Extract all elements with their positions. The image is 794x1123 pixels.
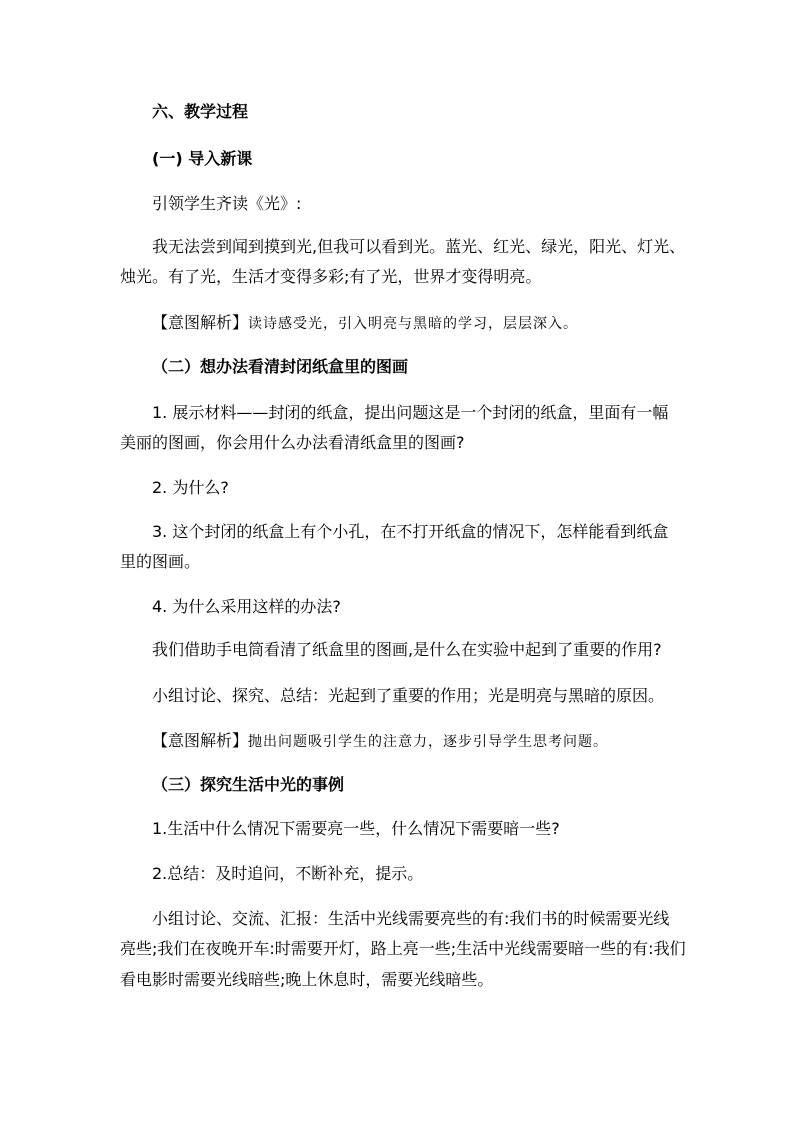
- part3-para-line3: 看电影时需要光线暗些;晚上休息时，需要光线暗些。: [120, 970, 494, 989]
- part2-item1-line1: 1. 展示材料——封闭的纸盒，提出问题这是一个封闭的纸盒，里面有一幅: [152, 403, 669, 422]
- intent-text: 读诗感受光，引入明亮与黑暗的学习，层层深入。: [248, 316, 579, 332]
- part1-lead: 引领学生齐读《光》:: [152, 194, 302, 213]
- part2-item1-line2: 美丽的图画，你会用什么办法看清纸盒里的图画?: [120, 433, 465, 452]
- part3-para-line2: 亮些;我们在夜晚开车:时需要开灯，路上亮一些;生活中光线需要暗一些的有:我们: [120, 939, 686, 958]
- part3-item1: 1.生活中什么情况下需要亮一些，什么情况下需要暗一些?: [152, 819, 560, 838]
- intent-label: 【意图解析】: [152, 313, 249, 332]
- part2-question: 我们借助手电筒看清了纸盒里的图画,是什么在实验中起到了重要的作用?: [152, 640, 662, 659]
- part3-item2: 2.总结：及时追问，不断补充，提示。: [152, 864, 424, 883]
- part1-intent: [152, 313, 578, 334]
- part1-heading: (一) 导入新课: [152, 149, 253, 168]
- part2-item3-line1: 3. 这个封闭的纸盒上有个小孔，在不打开纸盒的情况下，怎样能看到纸盒: [152, 522, 669, 541]
- part3-para-line1: 小组讨论、交流、汇报：生活中光线需要亮些的有:我们书的时候需要光线: [152, 909, 670, 928]
- poem-line-1: 我无法尝到闻到摸到光,但我可以看到光。蓝光、红光、绿光，阳光、灯光、: [152, 237, 686, 256]
- part2-heading: （二）想办法看清封闭纸盒里的图画: [152, 357, 409, 376]
- part2-item2: 2. 为什么?: [152, 478, 229, 497]
- poem-line-2: 烛光。有了光，生活才变得多彩;有了光，世界才变得明亮。: [120, 267, 542, 286]
- part2-intent: [152, 731, 608, 752]
- section-title: 六、教学过程: [152, 102, 249, 121]
- part3-heading: （三）探究生活中光的事例: [152, 775, 345, 794]
- part2-summary: 小组讨论、探究、总结：光起到了重要的作用；光是明亮与黑暗的原因。: [152, 686, 665, 705]
- intent-text: 抛出问题吸引学生的注意力，逐步引导学生思考问题。: [248, 734, 609, 750]
- part2-item4: 4. 为什么采用这样的办法?: [152, 597, 341, 616]
- part2-item3-line2: 里的图画。: [120, 552, 201, 571]
- intent-label: 【意图解析】: [152, 731, 249, 750]
